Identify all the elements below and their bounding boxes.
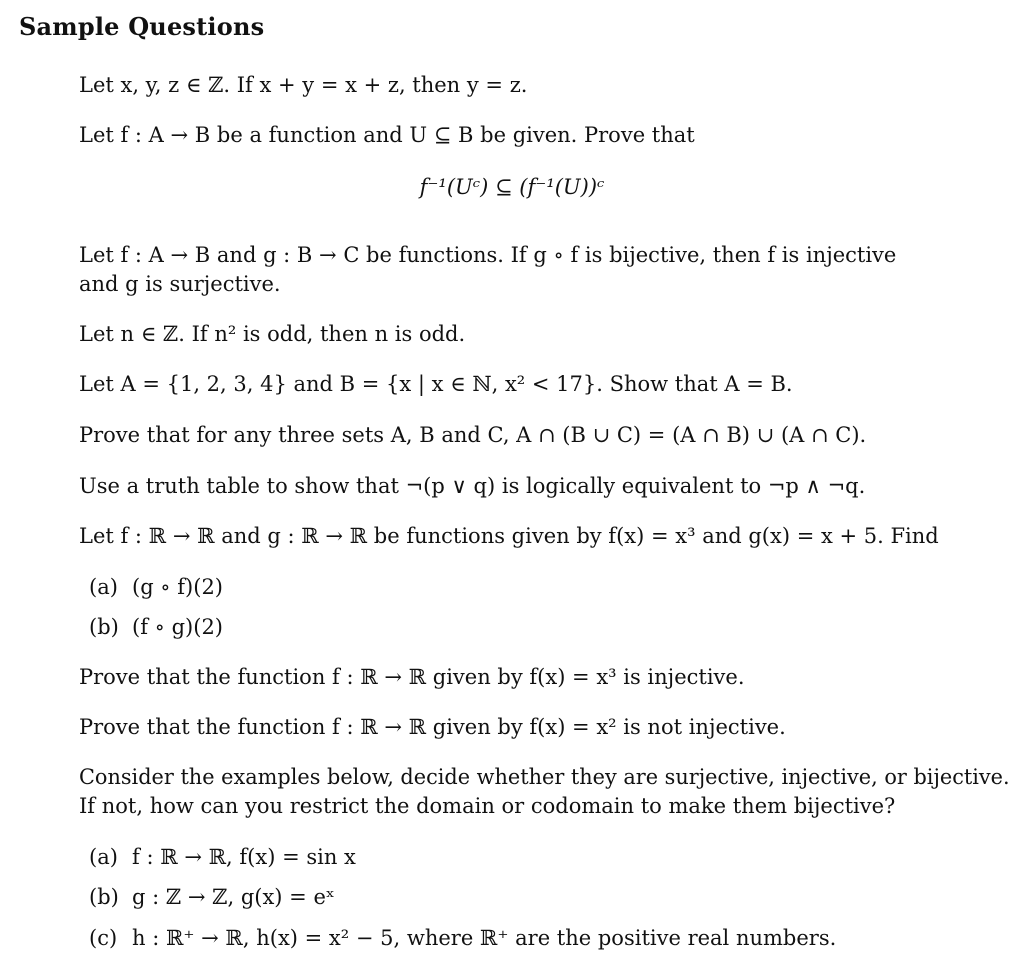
part-label: (b) (89, 615, 119, 639)
part-text: (g ∘ f)(2) (132, 575, 223, 599)
part-label: (a) (89, 845, 118, 869)
display-equation: f⁻¹(Uᶜ) ⊆ (f⁻¹(U))ᶜ (419, 175, 605, 199)
page-title: Sample Questions (19, 12, 265, 41)
part-label: (a) (89, 575, 118, 599)
question-text: Prove that for any three sets A, B and C, A ∩ (B ∪ C) = (A ∩ B) ∪ (A ∩ C). (79, 423, 867, 447)
question-text: Prove that the function f : ℝ → ℝ given by f(x) = x³ is injective. (79, 665, 745, 689)
question-text: Let f : ℝ → ℝ and g : ℝ → ℝ be functions given by f(x) = x³ and g(x) = x + 5. Find (79, 524, 939, 548)
part-text: f : ℝ → ℝ, f(x) = sin x (132, 845, 356, 869)
question-text: and g is surjective. (79, 272, 281, 296)
question-text: Prove that the function f : ℝ → ℝ given by f(x) = x² is not injective. (79, 715, 786, 739)
question-text: Let f : A → B and g : B → C be functions. If g ∘ f is bijective, then f is injective (79, 243, 897, 267)
question-text: If not, how can you restrict the domain or codomain to make them bijective? (79, 794, 896, 818)
part-text: h : ℝ⁺ → ℝ, h(x) = x² − 5, where ℝ⁺ are the positive real numbers. (132, 926, 837, 950)
question-text: Let f : A → B be a function and U ⊆ B be given. Prove that (79, 123, 695, 147)
question-text: Consider the examples below, decide whether they are surjective, injective, or bijective. (79, 765, 1010, 789)
question-text: Let n ∈ ℤ. If n² is odd, then n is odd. (79, 322, 466, 346)
question-text: Let A = {1, 2, 3, 4} and B = {x | x ∈ ℕ, x² < 17}. Show that A = B. (79, 372, 793, 396)
part-text: g : ℤ → ℤ, g(x) = eˣ (132, 885, 335, 909)
question-text: Use a truth table to show that ¬(p ∨ q) is logically equivalent to ¬p ∧ ¬q. (79, 474, 866, 498)
part-text: (f ∘ g)(2) (132, 615, 223, 639)
part-label: (c) (89, 926, 118, 950)
question-text: Let x, y, z ∈ ℤ. If x + y = x + z, then y = z. (79, 73, 528, 97)
part-label: (b) (89, 885, 119, 909)
